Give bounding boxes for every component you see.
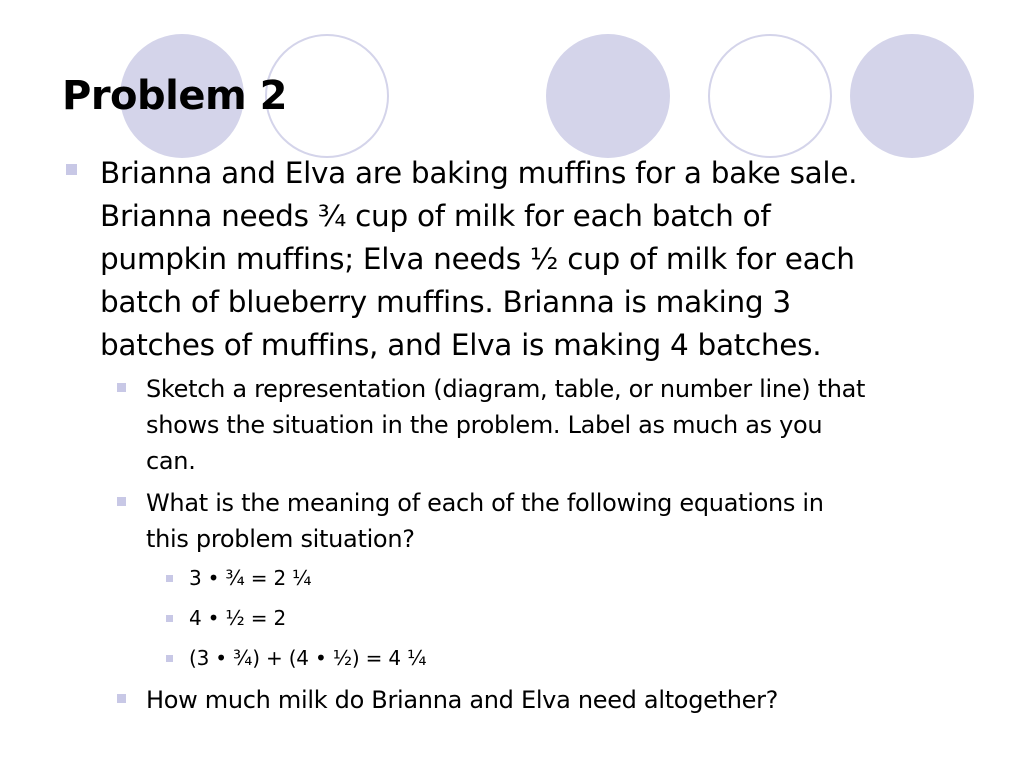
bullet-icon (117, 497, 126, 506)
equation-item: 4 • ½ = 2 (189, 606, 287, 630)
bullet-icon (117, 383, 126, 392)
sub-bullet-total-milk: How much milk do Brianna and Elva need altogether? (146, 686, 779, 714)
bullet-icon (66, 164, 77, 175)
sub-bullet-sketch: Sketch a representation (diagram, table, or number line) that shows the situation in the problem. Label as much as you can. (146, 375, 866, 475)
decor-circle-outline (708, 34, 832, 158)
bullet-icon (166, 575, 173, 582)
equation-item: 3 • ¾ = 2 ¼ (189, 566, 312, 590)
slide-title: Problem 2 (62, 73, 287, 119)
decor-circle-filled (850, 34, 974, 158)
problem-text: Brianna and Elva are baking muffins for a bake sale. Brianna needs ¾ cup of milk for each batch of pumpkin muffins; Elva needs ½ cup of milk for each batch of blueberry muffins. Brianna is making 3 batches of muffins, and Elva is making 4 batches. (100, 156, 858, 362)
equation-item: (3 • ¾) + (4 • ½) = 4 ¼ (189, 646, 427, 670)
bullet-icon (166, 655, 173, 662)
bullet-icon (117, 694, 126, 703)
sub-bullet-equations-meaning: What is the meaning of each of the following equations in this problem situation? (146, 489, 824, 553)
bullet-icon (166, 615, 173, 622)
decor-circle-filled (546, 34, 670, 158)
